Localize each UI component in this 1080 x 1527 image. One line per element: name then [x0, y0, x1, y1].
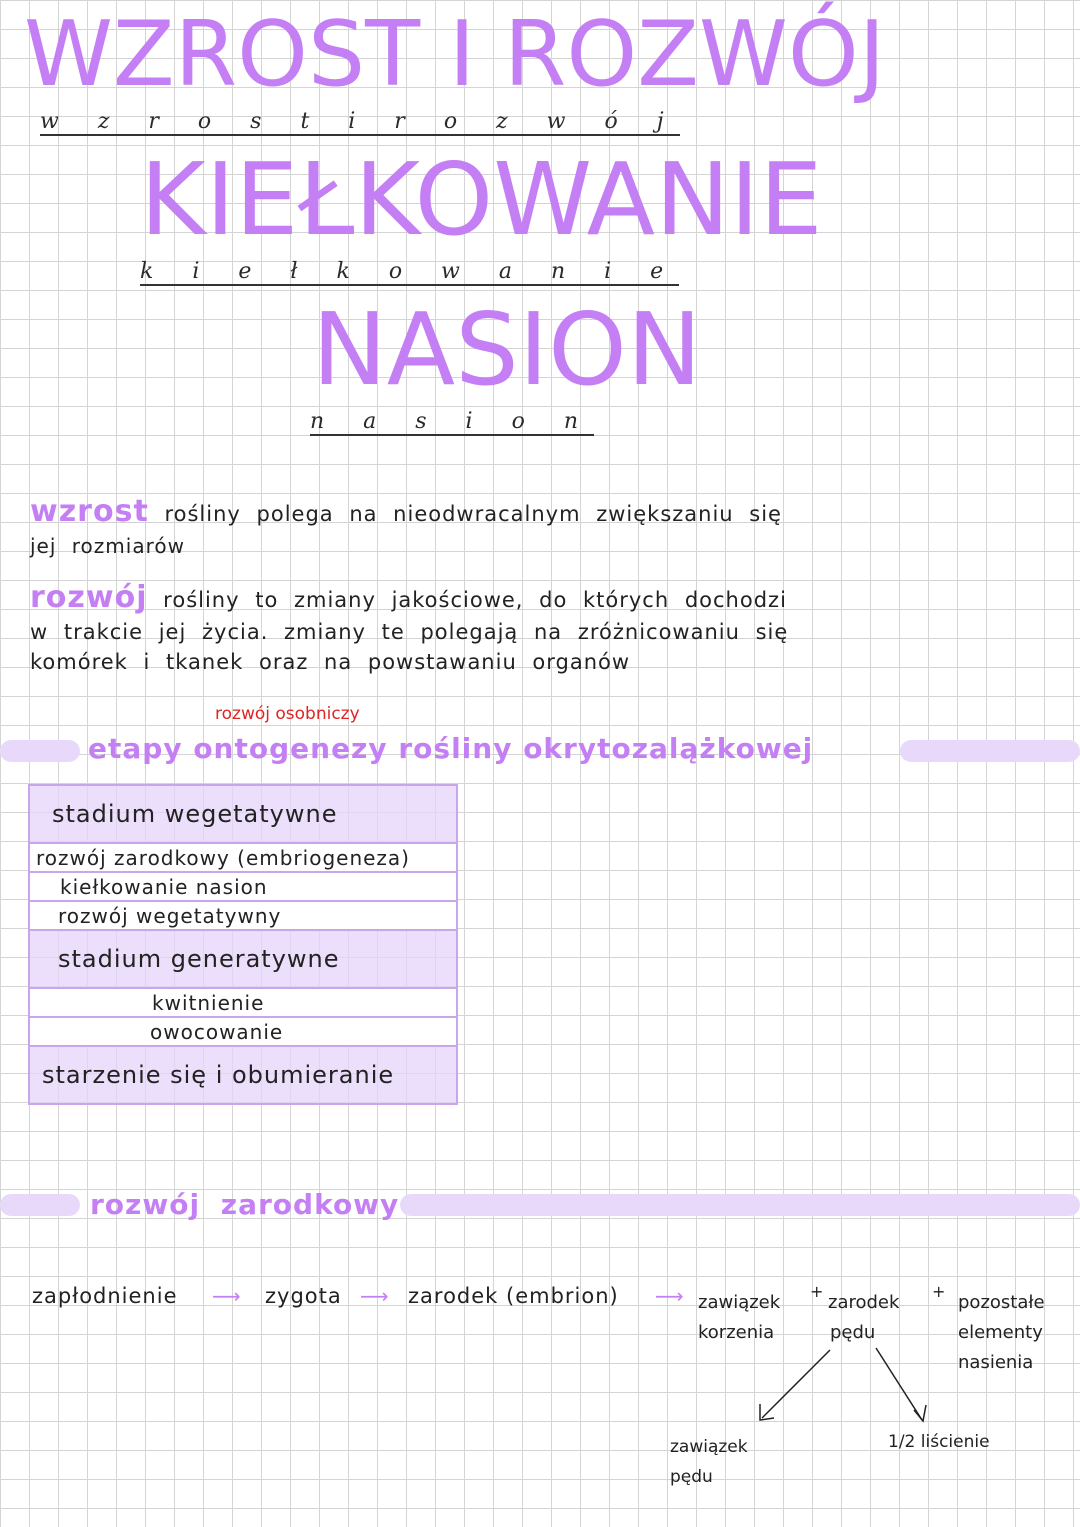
table-row: [29, 1046, 457, 1104]
table-row: [29, 843, 457, 872]
heading-band-left: [0, 1194, 80, 1216]
table-cell: kwitnienie: [29, 988, 457, 1017]
flow-part-line: pozostałe: [958, 1292, 1045, 1313]
definition-wzrost: [30, 494, 782, 529]
arrow-down-left-icon: [760, 1350, 830, 1420]
table-row: [29, 872, 457, 901]
ontogeny-table: [28, 784, 458, 1105]
definition-text: w trakcie jej życia. zmiany te polegają na zróżnicowaniu się: [30, 620, 789, 644]
flow-step: zygota: [265, 1284, 342, 1308]
branch-result: 1/2 liścienie: [888, 1432, 990, 1452]
table-cell: stadium wegetatywne: [29, 785, 457, 843]
title-line2-cursive: k i e ł k o w a n i e: [140, 260, 679, 286]
table-cell: rozwój zarodkowy (embriogeneza): [29, 843, 457, 872]
flow-step: zapłodnienie: [32, 1284, 178, 1308]
flow-part-line: nasienia: [958, 1352, 1034, 1373]
definition-text: jej rozmiarów: [30, 534, 185, 558]
flow-part-line: korzenia: [698, 1322, 775, 1343]
title-line3-cursive: n a s i o n: [310, 410, 594, 436]
annotation: rozwój osobniczy: [215, 704, 360, 724]
table-row: [29, 988, 457, 1017]
title-line3: NASION: [312, 291, 702, 408]
plus-sign: +: [810, 1282, 825, 1301]
flow-part-line: zawiązek: [698, 1292, 781, 1313]
table-row: [29, 930, 457, 988]
term-wzrost: wzrost: [30, 494, 149, 529]
heading-band-right: [400, 1194, 1080, 1216]
table-row: [29, 901, 457, 930]
definition-text: rośliny to zmiany jakościowe, do których dochodzi: [163, 588, 787, 612]
title-line1: WZROST I ROZWÓJ: [24, 2, 886, 107]
table-row: [29, 1017, 457, 1046]
heading-band-left: [0, 740, 80, 762]
title-line2: KIEŁKOWANIE: [140, 141, 823, 258]
arrow-right-icon: ⟶: [655, 1284, 684, 1308]
term-rozwoj: rozwój: [30, 580, 148, 615]
definition-text: rośliny polega na nieodwracalnym zwiększaniu się: [164, 502, 782, 526]
definition-rozwoj: [30, 580, 787, 615]
heading-band-right: [900, 740, 1080, 762]
section-heading-ontogeneza: etapy ontogenezy rośliny okrytozalążkowej: [88, 732, 814, 765]
definition-text: komórek i tkanek oraz na powstawaniu organów: [30, 650, 631, 674]
table-row: [29, 785, 457, 843]
branch-line: zawiązek: [670, 1437, 748, 1457]
flow-step: zarodek (embrion): [408, 1284, 619, 1308]
flow-part-line: pędu: [830, 1322, 876, 1343]
table-cell: owocowanie: [29, 1017, 457, 1046]
plus-sign: +: [932, 1282, 947, 1301]
arrow-down-right-icon: [876, 1348, 926, 1421]
table-cell: starzenie się i obumieranie: [29, 1046, 457, 1104]
table-cell: stadium generatywne: [29, 930, 457, 988]
title-line1-cursive: w z r o s t i r o z w ó j: [40, 110, 680, 136]
table-cell: rozwój wegetatywny: [29, 901, 457, 930]
flow-part-line: elementy: [958, 1322, 1043, 1343]
branch-arrows: [0, 1330, 1080, 1430]
branch-line: pędu: [670, 1467, 713, 1487]
branch-result: [670, 1432, 748, 1492]
table-cell: kiełkowanie nasion: [29, 872, 457, 901]
arrow-right-icon: ⟶: [360, 1284, 389, 1308]
flow-part-line: zarodek: [828, 1292, 900, 1313]
section-heading-rozwoj-zarodkowy: rozwój zarodkowy: [90, 1188, 400, 1221]
arrow-right-icon: ⟶: [212, 1284, 241, 1308]
